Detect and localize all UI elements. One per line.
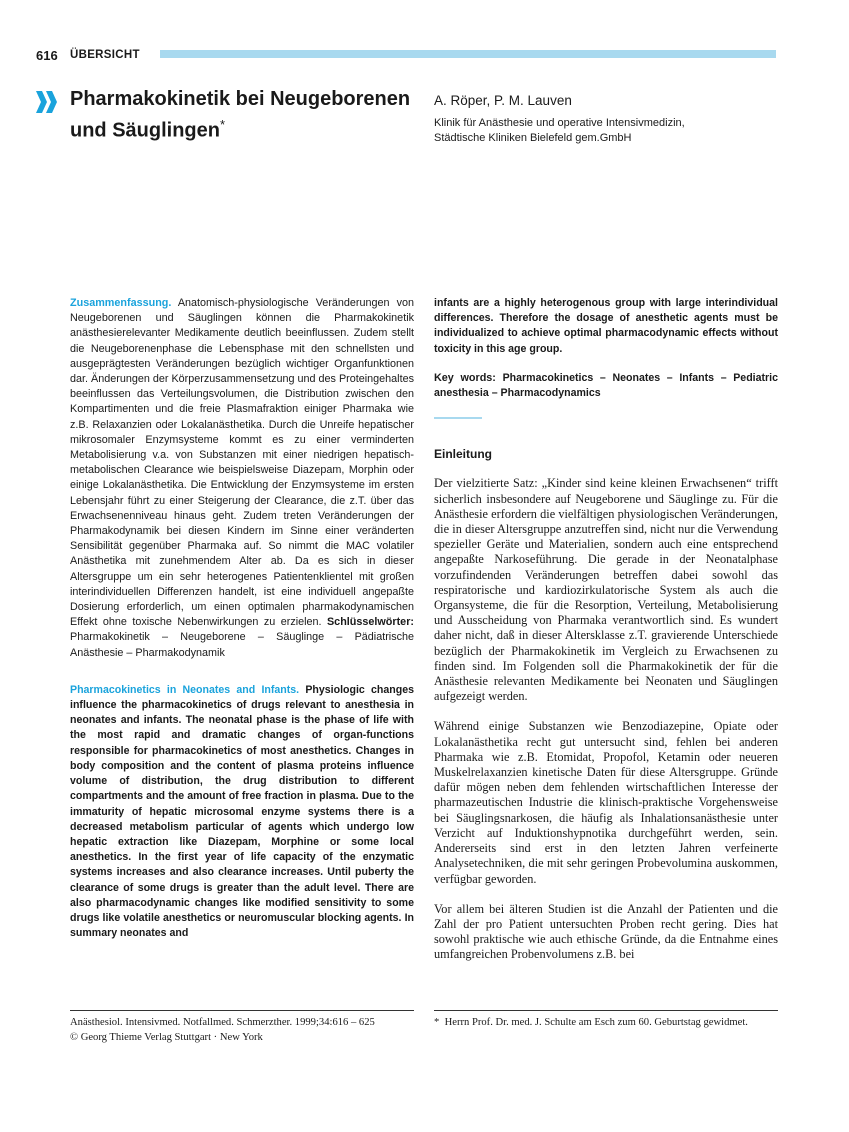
header-accent-bar	[160, 50, 776, 58]
left-column	[70, 296, 414, 941]
keywords-german: Pharmakokinetik – Neugeborene – Säuglinge – Pädiatrische Anästhesie – Pharmakodynamik	[70, 631, 414, 659]
introduction-paragraph-3: Vor allem bei älteren Studien ist die Anzahl der Patienten und die Zahl der pro Patient untersuchten Proben recht gering. Dies hat sowohl praktische wie auch ethische Gründe, da die Entnahme eines umfangreichen Probenvolumens z.B. bei	[434, 901, 778, 962]
summary-english	[70, 683, 414, 941]
article-title	[70, 86, 420, 144]
keywords-english	[434, 371, 778, 401]
introduction-paragraph-1: Der vielzitierte Satz: „Kinder sind keine kleinen Erwachsenen“ trifft sicherlich insbesondere auf Neugeborene und Säuglinge zu. Für die Anästhesie erfordern die vielfältigen physiologischen Veränderungen, die in dieser Altersgruppe anzutreffen sind, nicht nur die Verwendung spezieller Geräte und Materialien, sondern auch eine entsprechend angepaßte Narkoseführung. Die gerade in der Neonatalphase vorzufindenden Veränderungen betreffen dabei sowohl das respiratorische und kardiozirkulatorische System als auch die Organsysteme, die für die Resorption, Verteilung, Metabolisierung und Ausscheidung von Pharmaka verantwortlich sind. Es wundert daher nicht, daß in dieser Altersklasse z.T. gravierende Unterschiede bezüglich der Pharmakokinetik im Vergleich zu Erwachsenen zu finden sind. Im Folgenden soll die Pharmakokinetik der für die Anästhesie relevanten Medikamente bei Neonaten und Säuglingen aufgezeigt werden.	[434, 476, 778, 704]
section-label: ÜBERSICHT	[70, 49, 140, 61]
introduction-paragraph-2: Während einige Substanzen wie Benzodiazepine, Opiate oder Lokalanästhetika recht gut untersucht sind, fehlen bei anderen Pharmaka wie z.B. Etomidat, Propofol, Ketamin oder neueren Muskelrelaxanzien kinetische Daten für diese Altersgruppe. Gründe dafür mögen neben dem fehlenden wirtschaftlichen Interesse der pharmazeutischen Industrie die klinisch-praktische Vorgehensweise bei Säuglingsnarkosen, die häufig als Inhalationsanästhesie unter Verzicht auf Induktionshypnotika durchgeführt werden, sein. Andererseits sind erst in den letzten Jahren verfeinerte Analysetechniken, die mit sehr geringen Probevolumina auskommen, verfügbar geworden.	[434, 719, 778, 886]
keywords-english-text: Pharmacokinetics – Neonates – Infants – Pediatric anesthesia – Pharmacodynamics	[434, 371, 778, 400]
authors: A. Röper, P. M. Lauven	[434, 93, 572, 108]
summary-english-continued: infants are a highly heterogenous group with large interindividual differences. Therefore the dosage of anesthetic agents must be individualized to achieve optimal pharmacodynamic effects without toxicity in this age group.	[434, 297, 778, 355]
citation-footer	[70, 1015, 420, 1045]
affiliation-line-1: Klinik für Anästhesie und operative Intensivmedizin,	[434, 117, 685, 129]
footnote-text: Herrn Prof. Dr. med. J. Schulte am Esch zum 60. Geburtstag gewidmet.	[444, 1017, 748, 1028]
citation: Anästhesiol. Intensivmed. Notfallmed. Schmerzther. 1999;34:616 – 625	[70, 1017, 375, 1028]
keywords-german-label: Schlüsselwörter:	[326, 616, 414, 629]
summary-german-label: Zusammenfassung.	[70, 297, 172, 309]
publisher: © Georg Thieme Verlag Stuttgart · New York	[70, 1032, 263, 1043]
title-line-2: und Säuglingen	[70, 119, 220, 142]
summary-german	[70, 296, 414, 661]
page-number: 616	[36, 48, 58, 63]
summary-english-label: Pharmacokinetics in Neonates and Infants.	[70, 683, 300, 696]
keywords-english-label: Key words:	[434, 371, 496, 384]
summary-english-text: Physiologic changes influence the pharmacokinetics of drugs relevant to anesthesia in neonates and infants. The neonatal phase is the phase of life with the most rapid and dramatic changes of organ-functions responsible for pharmacokinetics of most anesthetics. Changes in body composition and the content of plasma proteins influence volume of distribution, the drug distribution to different compartments and the amount of free fraction in plasma. Due to the immaturity of hepatic microsomal enzyme systems there is a decreased metabolism particular of agents which undergo low hepatic extraction like Diazepam, Morphine or some local anesthetics. In the first year of life capacity of the enzymatic systems increases and also clearance increases. Until puberty the clearance of some drugs is greater than the adult level. There are also pharmacodynamic changes like modified sensitivity to some drugs like volatile anesthetics or neuromuscular blocking agents. In summary neonates and	[70, 683, 414, 940]
dedication-footnote	[434, 1015, 784, 1030]
affiliation-line-2: Städtische Kliniken Bielefeld gem.GmbH	[434, 132, 632, 144]
summary-german-text: Anatomisch-physiologische Veränderungen von Neugeborenen und Säuglingen können die Pharmakokinetik anästhesierelevanter Medikamente deutlich beeinflussen. Zudem stellt die Neugeborenenphase die Lebensphase mit den schnellsten und ausgeprägtesten Veränderungen bezüglich wichtiger Organfunktionen dar. Änderungen der Körperzusammensetzung und des Proteingehaltes beeinflussen das Verteilungsvolumen, die Distribution zwischen den Kompartimenten und die freie Plasmafraktion einiger Pharmaka wie z.B. Relaxanzien oder Lokalanästhetika. Durch die Unreife hepatischer mikrosomaler Enzymsysteme kommt es zu einer verminderten Metabolisierung v.a. von Substanzen mit einer niedrigen hepatisch-metabolischen Clearance wie beispielsweise Diazepam, Morphin oder einige Lokalanästhetika. Die Entwicklung der Enzymsysteme im ersten Lebensjahr führt zu einer Steigerung der Clearance, die z.T. über das Erwachsenenniveau hinaus geht. Zudem treten Veränderungen der Pharmakodynamik bei diesen Kindern im Sinne einer veränderten Sensibilität gegenüber Pharmaka auf. So nimmt die MAC volatiler Anästhetika mit zunehmendem Alter ab. Da es sich in dieser Altersgruppe um ein sehr heterogenes Patientenklientel mit großen interindividuellen Differenzen handelt, ist eine individuell angepaßte Dosierung erforderlich, um einen optimalen pharmakodynamischen Effekt ohne toxische Nebenwirkungen zu erzielen.	[70, 297, 414, 629]
right-column	[434, 296, 778, 963]
double-chevron-right-icon	[34, 90, 60, 114]
footer-rule-left	[70, 1010, 414, 1011]
introduction-heading: Einleitung	[434, 447, 492, 462]
footnote-mark: *	[434, 1017, 440, 1028]
title-line-1: Pharmakokinetik bei Neugeborenen	[70, 88, 411, 110]
affiliation	[434, 116, 685, 146]
title-footnote-mark: *	[220, 117, 226, 132]
footer-rule-right	[434, 1010, 778, 1011]
running-header	[36, 46, 776, 64]
section-divider	[434, 417, 482, 419]
